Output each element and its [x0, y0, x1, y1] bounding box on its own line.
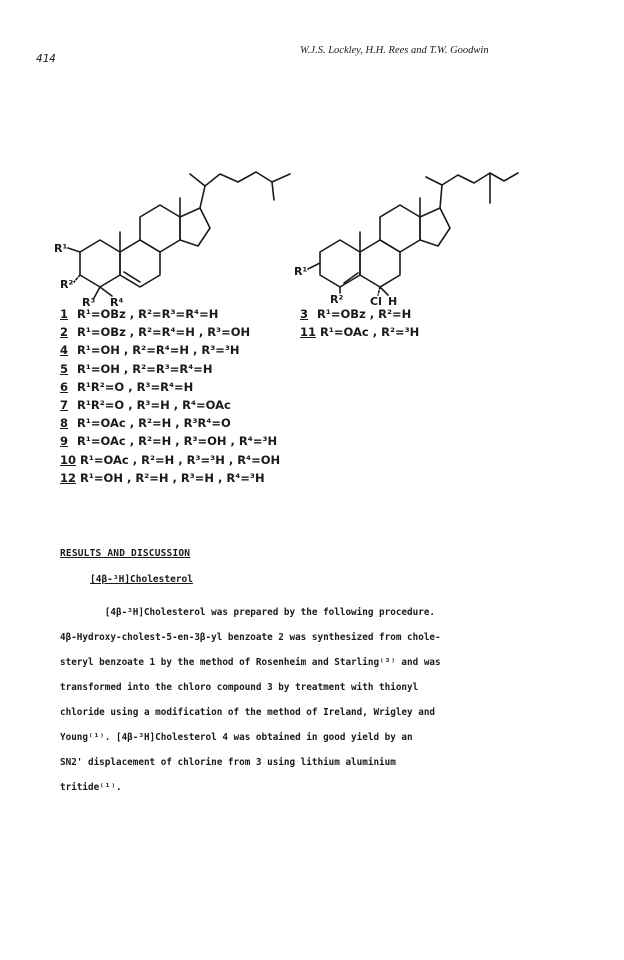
label-r2: R² [60, 278, 74, 291]
side-chain [200, 172, 290, 208]
running-head: W.J.S. Lockley, H.H. Rees and T.W. Goodwin [300, 45, 489, 56]
ring-d [180, 208, 210, 246]
ring-c [140, 205, 180, 252]
paragraph-line: SN2' displacement of chlorine from 3 using lithium aluminium [60, 757, 396, 768]
paragraph-line: tritide⁽¹⁾. [60, 782, 122, 793]
paragraph-line: chloride using a modification of the method of Ireland, Wrigley and [60, 707, 436, 718]
bond-r2 [74, 275, 80, 282]
list-item: 11 R¹=OAc , R²=³H [300, 325, 420, 340]
list-item: 9 R¹=OAc , R²=H , R³=OH , R⁴=³H [60, 434, 278, 449]
ring-c [380, 205, 420, 252]
bond-r1 [308, 263, 320, 269]
ring-a [320, 240, 360, 287]
ring-a [80, 240, 120, 287]
list-item: 7 R¹R²=O , R³=H , R⁴=OAc [60, 397, 231, 412]
side-chain [440, 173, 518, 208]
list-item: 4 R¹=OH , R²=R⁴=H , R³=³H [60, 343, 240, 358]
paragraph-line: [4β-³H]Cholesterol was prepared by the following procedure. [60, 607, 436, 618]
bond-r4 [100, 287, 112, 296]
ring-b [120, 240, 160, 287]
structure-left [54, 160, 300, 310]
side-chain-methyl [190, 174, 205, 186]
compound-list-left [60, 305, 280, 487]
list-item: 3 R¹=OBz , R²=H [300, 307, 412, 321]
paragraph-line: Young⁽¹⁾. [4β-³H]Cholesterol 4 was obtained in good yield by an [60, 732, 413, 743]
list-item: 5 R¹=OH , R²=R³=R⁴=H [60, 361, 213, 376]
page-number: 414 [36, 52, 56, 65]
list-item: 2 R¹=OBz , R²=R⁴=H , R³=OH [60, 325, 251, 340]
paragraph-line: transformed into the chloro compound 3 by treatment with thionyl [60, 682, 419, 693]
list-item: 12 R¹=OH , R²=H , R³=H , R⁴=³H [60, 470, 265, 485]
bond-r1 [68, 248, 80, 252]
paragraph-line: steryl benzoate 1 by the method of Rosenheim and Starling⁽³⁾ and was [60, 657, 441, 668]
ring-b [360, 240, 400, 287]
label-r2: R² [330, 293, 344, 306]
list-item: 10 R¹=OAc , R²=H , R³=³H , R⁴=OH [60, 452, 281, 467]
paragraph-line: 4β-Hydroxy-cholest-5-en-3β-yl benzoate 2 was synthesized from chole- [60, 632, 441, 643]
side-chain-methyl [426, 177, 442, 185]
list-item: 6 R¹R²=O , R³=R⁴=H [60, 379, 194, 394]
label-r1: R¹ [294, 265, 308, 278]
compound-list-right [300, 305, 419, 341]
subsection-heading: [4β-³H]Cholesterol [90, 574, 193, 585]
label-cl: Cl [370, 295, 382, 308]
section-heading: RESULTS AND DISCUSSION [60, 548, 191, 559]
label-r4: R⁴ [110, 296, 124, 309]
ring-d [420, 208, 450, 246]
double-bond-5-6 [124, 272, 140, 282]
label-r3: R³ [82, 296, 96, 309]
list-item: 8 R¹=OAc , R²=H , R³R⁴=O [60, 416, 231, 431]
list-item: 1 R¹=OBz , R²=R³=R⁴=H [60, 307, 219, 321]
label-h: H [388, 295, 398, 308]
body-paragraph [60, 600, 540, 800]
side-chain-terminal-methyl [272, 182, 274, 200]
label-r1: R¹ [54, 242, 68, 255]
bond-cl [378, 287, 380, 295]
structure-right [294, 165, 520, 308]
bond-h [380, 287, 388, 295]
